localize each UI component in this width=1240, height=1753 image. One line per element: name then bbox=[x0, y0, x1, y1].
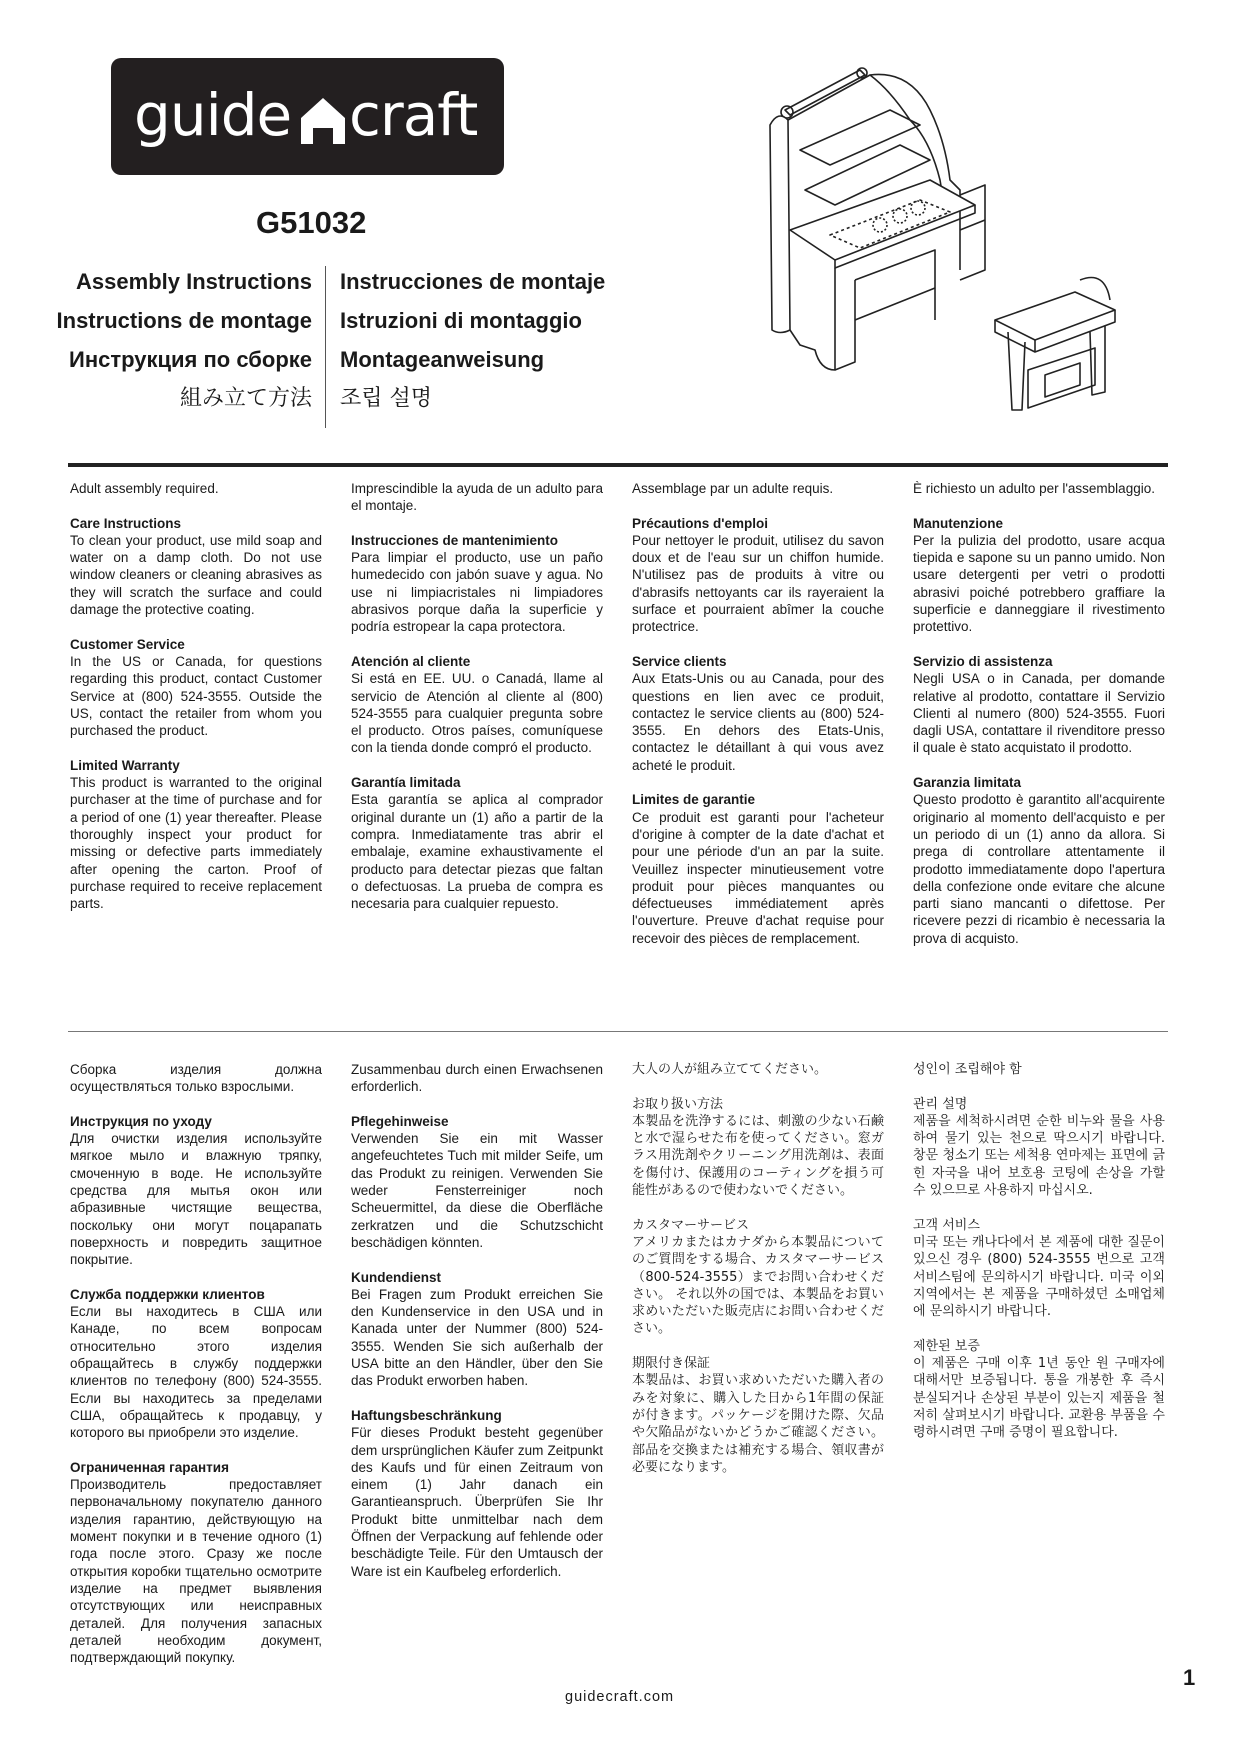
section-heading: Instrucciones de mantenimiento bbox=[351, 532, 559, 548]
intro-text: 성인이 조립해야 함 bbox=[913, 1062, 1022, 1077]
section-heading: 관리 설명 bbox=[913, 1096, 968, 1112]
section-body: In the US or Canada, for questions regarding this product, contact Customer Service at (800) 524-3555. Outside the US, contact the retailer from whom you purchased the product. bbox=[70, 653, 322, 739]
house-logo-icon bbox=[299, 96, 347, 146]
section-body: 本製品は、お買い求めいただいた購入者のみを対象に、購入した日から1年間の保証が付きます。パッケージを開けた際、欠品や欠陥品がないかどうかご確認ください。部品を交換または補充する場合、領収書が必要になります。 bbox=[632, 1373, 884, 1475]
section-body: Ce produit est garanti pour l'acheteur d'origine à compter de la date d'achat et pour une période d'un an par la suite. Veuillez inspecter minutieusement votre produit pour pièces manquantes ou défectueuses immédiatement après l'ouverture. Preuve d'achat requise pour recevoir des pièces de remplacement. bbox=[632, 809, 884, 946]
section-body: 제품을 세척하시려면 순한 비누와 물을 사용하여 물기 있는 천으로 딱으시기 바랍니다. 창문 청소기 또는 세척용 연마제는 표면에 긁힌 자국을 내어 보호용 코팅에 손상을 가할 수 있으므로 사용하지 마십시오. bbox=[913, 1113, 1165, 1199]
section-body: Per la pulizia del prodotto, usare acqua tiepida e sapone su un panno umido. Non usare detergenti per vetri o prodotti abrasivi poiché potrebbero graffiare la superficie e danneggiare il rivestimento protettivo. bbox=[913, 532, 1165, 635]
section-heading: Précautions d'emploi bbox=[632, 515, 768, 531]
title-ko: 조립 설명 bbox=[340, 386, 433, 411]
section-body: アメリカまたはカナダから本製品についてのご質問をする場合、カスタマーサービス（800-524-3555）までお問い合わせください。 それ以外の国では、本製品をお買い求めいただいた販売店にお問い合わせください。 bbox=[632, 1234, 884, 1337]
column-de bbox=[351, 1061, 603, 1597]
section-heading: Haftungsbeschränkung bbox=[351, 1407, 502, 1423]
column-fr bbox=[632, 480, 884, 964]
section-body: 이 제품은 구매 이후 1년 동안 원 구매자에 대해서만 보증됩니다. 통을 개봉한 후 즉시 분실되거나 손상된 부분이 있는지 제품을 철저히 살펴보시기 바랍니다. 교환용 부품을 수령하시려면 구매 증명이 필요합니다. bbox=[913, 1356, 1165, 1441]
intro-text: Сборка изделия должна осуществляться только взрослыми. bbox=[70, 1062, 322, 1095]
section-body: Esta garantía se aplica al comprador original durante un (1) año a partir de la compra. Inmediatamente tras abrir el embalaje, examine exhaustivamente el producto para detectar piezas que faltan o defectuosas. La prueba de compra es necesaria para cualquier repuesto. bbox=[351, 792, 603, 912]
section-heading: Служба поддержки клиентов bbox=[70, 1286, 265, 1302]
titles-right-group bbox=[340, 266, 605, 422]
section-heading: Care Instructions bbox=[70, 515, 182, 531]
column-es bbox=[351, 480, 603, 930]
title-en: Assembly Instructions bbox=[76, 269, 312, 294]
section-heading: Limites de garantie bbox=[632, 792, 756, 808]
title-de: Montageanweisung bbox=[340, 347, 545, 372]
intro-text: Assemblage par un adulte requis. bbox=[632, 481, 834, 496]
title-es: Instrucciones de montaje bbox=[340, 269, 606, 294]
section-body: This product is warranted to the original purchaser at the time of purchase and for a period of one (1) year thereafter. Please thoroughly inspect your product for missing or defective parts immediately after opening the carton. Proof of purchase required to receive replacement parts. bbox=[70, 775, 322, 912]
section-body: 本製品を洗浄するには、刺激の少ない石鹸と水で湿らせた布を使ってください。窓ガラス用洗剤やクリーニング用洗剤は、表面を傷付け、保護用のコーティングを損う可能性があるので使わないでください。 bbox=[632, 1113, 884, 1199]
section-divider-top bbox=[68, 463, 1168, 467]
titles-left-group bbox=[57, 266, 312, 422]
section-heading: Garantía limitada bbox=[351, 775, 461, 791]
section-heading: Pflegehinweise bbox=[351, 1113, 449, 1129]
section-heading: Kundendienst bbox=[351, 1269, 441, 1285]
section-body: 미국 또는 캐나다에서 본 제품에 대한 질문이 있으신 경우 (800) 524-3555 번으로 고객 서비스팀에 문의하시기 바랍니다. 미국 이외 지역에서는 본 제품을 구매하셨던 소매업체에 문의하시기 바랍니다. bbox=[913, 1234, 1165, 1320]
section-body: To clean your product, use mild soap and water on a damp cloth. Do not use window cleaners or cleaning abrasives as they will scratch the surface and could damage the protective coating. bbox=[70, 532, 322, 618]
section-heading: Инструкция по уходу bbox=[70, 1113, 212, 1129]
section-heading: Limited Warranty bbox=[70, 757, 180, 773]
footer-website: guidecraft.com bbox=[565, 1689, 675, 1705]
intro-text: È richiesto un adulto per l'assemblaggio. bbox=[913, 481, 1155, 496]
section-body: Für dieses Produkt besteht gegenüber dem ursprünglichen Käufer zum Zeitpunkt des Kaufs und für einen Zeitraum von einem (1) Jahr danach ein Garantieanspruch. Überprüfen Sie Ihr Produkt bitte unmittelbar nach dem Öffnen der Verpackung auf fehlende oder beschädigte Teile. Für den Umtausch der Ware ist ein Kaufbeleg erforderlich. bbox=[351, 1425, 603, 1579]
section-body: Aux Etats-Unis ou au Canada, pour des questions en lien avec ce produit, contactez le service clients au (800) 524-3555. En dehors des Etats-Unis, contactez le détaillant à qui vous avez acheté le produit. bbox=[632, 671, 884, 773]
title-ru: Инструкция по сборке bbox=[69, 347, 312, 372]
title-it: Istruzioni di montaggio bbox=[340, 308, 582, 333]
section-heading: 期限付き保証 bbox=[632, 1356, 711, 1372]
section-body: Questo prodotto è garantito all'acquirente originario al momento dell'acquisto e per un periodo di un (1) anno da allora. Si prega di controllare attentamente il prodotto immediatamente dopo l'apertura della confezione onde evitare che alcune parti siano mancanti o difettose. Per ricevere pezzi di ricambio è necessaria la prova di acquisto. bbox=[913, 792, 1165, 946]
column-ko bbox=[913, 1061, 1165, 1459]
section-heading: 제한된 보증 bbox=[913, 1338, 980, 1354]
intro-text: Adult assembly required. bbox=[70, 481, 219, 496]
section-body: Если вы находитесь в США или Канаде, по всем вопросам относительно этого изделия обращайтесь в службу поддержки клиентов по телефону (800) 524-3555. Если вы находитесь за пределами США, обращайтесь к продавцу, у которого вы приобрели это изделие. bbox=[70, 1304, 322, 1441]
intro-text: Imprescindible la ayuda de un adulto para el montaje. bbox=[351, 481, 603, 514]
intro-text: 大人の人が組み立ててください。 bbox=[632, 1062, 828, 1077]
intro-text: Zusammenbau durch einen Erwachsenen erforderlich. bbox=[351, 1062, 603, 1095]
column-en bbox=[70, 480, 322, 930]
column-ru bbox=[70, 1061, 322, 1684]
section-body: Pour nettoyer le produit, utilisez du savon doux et de l'eau sur un chiffon humide. N'utilisez pas de produits à vitre ou d'abrasifs nettoyants car ils rayeraient la surface et pourraient abîmer la couche protectrice. bbox=[632, 532, 884, 635]
logo-word-guide: guide bbox=[134, 81, 292, 149]
section-heading: Ограниченная гарантия bbox=[70, 1459, 229, 1475]
column-it bbox=[913, 480, 1165, 964]
section-body: Para limpiar el producto, use un paño humedecido con jabón suave y agua. No use ni limpiacristales ni limpiadores abrasivos porque daña la superficie y podría estropear la capa protectora. bbox=[351, 550, 603, 635]
section-heading: カスタマーサービス bbox=[632, 1217, 750, 1233]
model-number: G51032 bbox=[256, 205, 367, 240]
section-heading: Service clients bbox=[632, 653, 727, 669]
title-fr: Instructions de montage bbox=[56, 308, 312, 333]
section-body: Verwenden Sie ein mit Wasser angefeuchtetes Tuch mit milder Seife, um das Produkt zu reinigen. Verwenden Sie weder Fensterreiniger noch Scheuermittel, da diese die Oberfläche zerkratzen und die Schutzschicht beschädigen könnten. bbox=[351, 1131, 603, 1250]
section-body: Для очистки изделия используйте мягкое мыло и влажную тряпку, смоченную в воде. Не используйте средства для мытья окон или абразивные чистящие вещества, поскольку они могут поцарапать поверхность и повредить защитное покрытие. bbox=[70, 1131, 322, 1268]
section-body: Производитель предоставляет первоначальному покупателю данного изделия гарантию, действующую на момент покупки и в течение одного (1) года после этого. Сразу же после открытия коробки тщательно осмотрите изделие на предмет выявления отсутствующих или неисправных деталей. Для получения запасных деталей необходим документ, подтверждающий покупку. bbox=[70, 1477, 322, 1666]
section-heading: Customer Service bbox=[70, 636, 185, 652]
title-divider bbox=[325, 266, 326, 428]
product-illustration bbox=[760, 30, 1230, 425]
section-heading: 고객 서비스 bbox=[913, 1217, 980, 1233]
section-divider-middle bbox=[68, 1031, 1168, 1032]
section-body: Bei Fragen zum Produkt erreichen Sie den Kundenservice in den USA und in Kanada unter der Nummer (800) 524-3555. Wenden Sie sich außerhalb der USA bitte an den Händler, über den Sie das Produkt erworben haben. bbox=[351, 1286, 603, 1389]
section-heading: Atención al cliente bbox=[351, 653, 471, 669]
page-number: 1 bbox=[1183, 1665, 1196, 1690]
column-ja bbox=[632, 1061, 884, 1493]
section-heading: Garanzia limitata bbox=[913, 775, 1022, 791]
section-heading: Manutenzione bbox=[913, 515, 1003, 531]
section-body: Negli USA o in Canada, per domande relative al prodotto, contattare il Servizio Clienti al numero (800) 524-3555. Fuori dagli USA, contattare il rivenditore presso il quale è stato acquistato il prodotto. bbox=[913, 671, 1165, 756]
section-body: Si está en EE. UU. o Canadá, llame al servicio de Atención al cliente al (800) 524-3555 para cualquier pregunta sobre el producto. Otros países, comuníquese con la tienda donde compró el producto. bbox=[351, 671, 603, 756]
section-heading: Servizio di assistenza bbox=[913, 653, 1053, 669]
logo-word-craft: craft bbox=[349, 81, 478, 149]
title-ja: 組み立て方法 bbox=[179, 386, 312, 411]
brand-logo bbox=[111, 58, 504, 175]
section-heading: お取り扱い方法 bbox=[632, 1096, 724, 1112]
